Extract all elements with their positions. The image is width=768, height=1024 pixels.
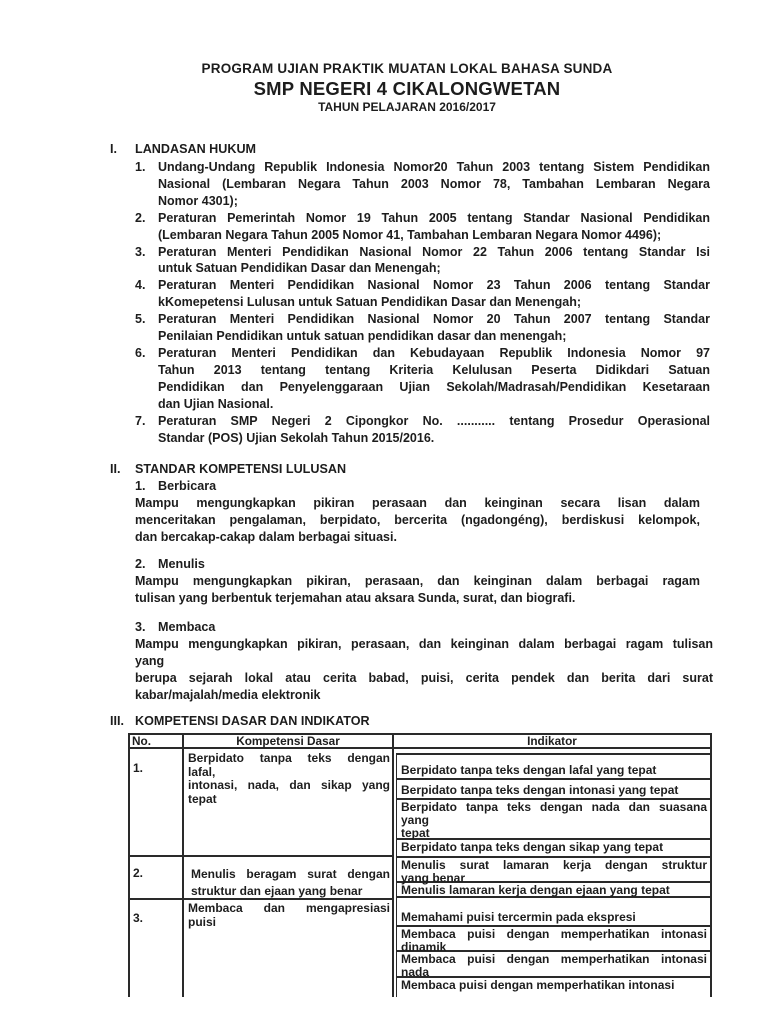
subsection-title: Membaca [158, 620, 216, 635]
list-item-text: Peraturan Menteri Pendidikan Nasional Nomor 22 Tahun 2006 tentang Standar Isi untuk Satuan Pendidikan Dasar dan Menengah; [158, 244, 710, 276]
table-header-kompetensi-dasar: Kompetensi Dasar [184, 735, 392, 749]
list-item-text: Peraturan Menteri Pendidikan Nasional Nomor 23 Tahun 2006 tentang Standar kKomepetensi Lulusan untuk Satuan Pendidikan Dasar dan Menengah; [158, 278, 710, 310]
list-item-number: 5. [135, 312, 146, 327]
list-item-text: Peraturan Pemerintah Nomor 19 Tahun 2005 tentang Standar Nasional Pendidikan (Lembaran Negara Tahun 2005 Nomor 41, Tambahan Lembaran Negara Nomor 4496); [158, 210, 710, 242]
section-skl-heading [110, 461, 710, 478]
section-kdi-heading [110, 713, 710, 730]
subsection-heading [135, 478, 710, 495]
document-title [102, 60, 712, 115]
table-header-no: No. [130, 735, 182, 749]
list-item [135, 244, 710, 278]
subsection-heading [135, 619, 710, 636]
kompetensi-dasar-indikator-table [128, 733, 712, 997]
table-cell-indikator: Menulis surat lamaran kerja dengan struktur yang benar [397, 858, 710, 883]
subsection-number: 2. [135, 557, 146, 572]
section-number: III. [110, 714, 124, 729]
list-item [135, 210, 710, 244]
table-cell-no: 3. [133, 911, 144, 926]
list-item-text: Peraturan SMP Negeri 2 Cipongkor No. ........... tentang Prosedur Operasional Standar (POS) Ujian Sekolah Tahun 2015/2016. [158, 413, 710, 445]
table-cell-indikator: Berpidato tanpa teks dengan nada dan suasana yang tepat [397, 800, 710, 840]
list-item [135, 311, 710, 345]
list-item-text: Peraturan Menteri Pendidikan dan Kebudayaan Republik Indonesia Nomor 97 Tahun 2013 tentang tentang Kriteria Kelulusan Peserta Didikdari Satuan Pendidikan dan Penyelenggaraan Ujian Sekolah/Madrasah/Pendidikan Kesetaraan dan Ujian Nasional. [158, 345, 710, 411]
subsection-berbicara [135, 478, 710, 546]
landasan-hukum-list [135, 159, 710, 446]
list-item-number: 4. [135, 278, 146, 293]
list-item-number: 1. [135, 160, 146, 174]
section-number: I. [110, 142, 117, 156]
list-item [135, 345, 710, 413]
title-line-2: SMP NEGERI 4 CIKALONGWETAN [253, 78, 561, 99]
table-cell-indikator: Membaca puisi dengan memperhatikan intonasi [401, 978, 675, 993]
subsection-title: Berbicara [158, 479, 217, 494]
list-item-number: 6. [135, 345, 146, 360]
section-heading-label: KOMPETENSI DASAR DAN INDIKATOR [135, 714, 370, 729]
subsection-heading [135, 556, 710, 573]
table-cell-indikator: Membaca puisi dengan memperhatikan intonasi nada [397, 952, 710, 978]
table-cell-kompetensi-dasar: Menulis beragam surat dengan struktur dan ejaan yang benar [184, 857, 392, 900]
subsection-number: 1. [135, 479, 146, 494]
title-line-3: TAHUN PELAJARAN 2016/2017 [318, 100, 496, 114]
list-item-number: 2. [135, 210, 146, 225]
section-landasan-hukum-heading [110, 141, 710, 158]
list-item-number: 3. [135, 244, 146, 259]
table-cell-indikator: Memahami puisi tercermin pada ekspresi [397, 898, 710, 927]
section-heading-label: STANDAR KOMPETENSI LULUSAN [135, 462, 347, 477]
list-item-text: Undang-Undang Republik Indonesia Nomor20 Tahun 2003 tentang Sistem Pendidikan Nasional (Lembaran Negara Tahun 2003 Nomor 78, Tambahan Lembaran Negara Nomor 4301); [158, 160, 710, 208]
table-cell-kompetensi-dasar: Berpidato tanpa teks dengan lafal, intonasi, nada, dan sikap yang tepat [184, 749, 392, 857]
subsection-menulis [135, 556, 710, 607]
table-column-indikator [394, 735, 712, 997]
section-number: II. [110, 462, 121, 477]
subsection-paragraph: Mampu mengungkapkan pikiran perasaan dan keinginan secara lisan dalam menceritakan pengalaman, berpidato, bercerita (ngadongéng), berdiskusi kelompok, dan bercakap-cakap dalam berbagai situasi. [135, 496, 700, 545]
table-header-indikator: Indikator [394, 735, 710, 749]
subsection-paragraph: Mampu mengungkapkan pikiran, perasaan, dan keinginan dalam berbagai ragam tulisan yang berupa sejarah lokal atau cerita babad, puisi, cerita pendek dan berita dari surat kabar/majalah/media elektronik [135, 637, 713, 703]
table-cell-no: 2. [130, 857, 182, 900]
table-column-no [130, 735, 184, 997]
list-item-text: Peraturan Menteri Pendidikan Nasional Nomor 20 Tahun 2007 tentang Standar Penilaian Pendidikan untuk satuan pendidikan dasar dan menengah; [158, 312, 710, 344]
table-cell-indikator: Membaca puisi dengan memperhatikan intonasi dinamik [397, 927, 710, 952]
subsection-number: 3. [135, 620, 146, 635]
table-cell-no: 1. [130, 749, 182, 857]
table-cell-indikator: Menulis lamaran kerja dengan ejaan yang tepat [397, 883, 710, 898]
list-item [135, 277, 710, 311]
subsection-membaca [135, 619, 713, 704]
subsection-title: Menulis [158, 557, 205, 572]
indikator-cells [396, 753, 710, 997]
section-heading-label: LANDASAN HUKUM [135, 142, 257, 156]
table-cell-kompetensi-dasar: Membaca dan mengapresiasi puisi [188, 901, 390, 929]
table-column-kompetensi-dasar [184, 735, 394, 997]
table-cell-indikator: Berpidato tanpa teks dengan lafal yang tepat [397, 755, 710, 780]
title-line-1: PROGRAM UJIAN PRAKTIK MUATAN LOKAL BAHASA SUNDA [201, 61, 613, 76]
list-item [135, 159, 710, 210]
table-cell-indikator: Berpidato tanpa teks dengan sikap yang tepat [397, 840, 710, 858]
subsection-paragraph: Mampu mengungkapkan pikiran, perasaan, dan keinginan dalam berbagai ragam tulisan yang berbentuk terjemahan atau aksara Sunda, surat, dan biografi. [135, 574, 700, 606]
table-cell-indikator: Berpidato tanpa teks dengan intonasi yang tepat [397, 780, 710, 800]
list-item [135, 413, 710, 447]
list-item-number: 7. [135, 413, 146, 428]
